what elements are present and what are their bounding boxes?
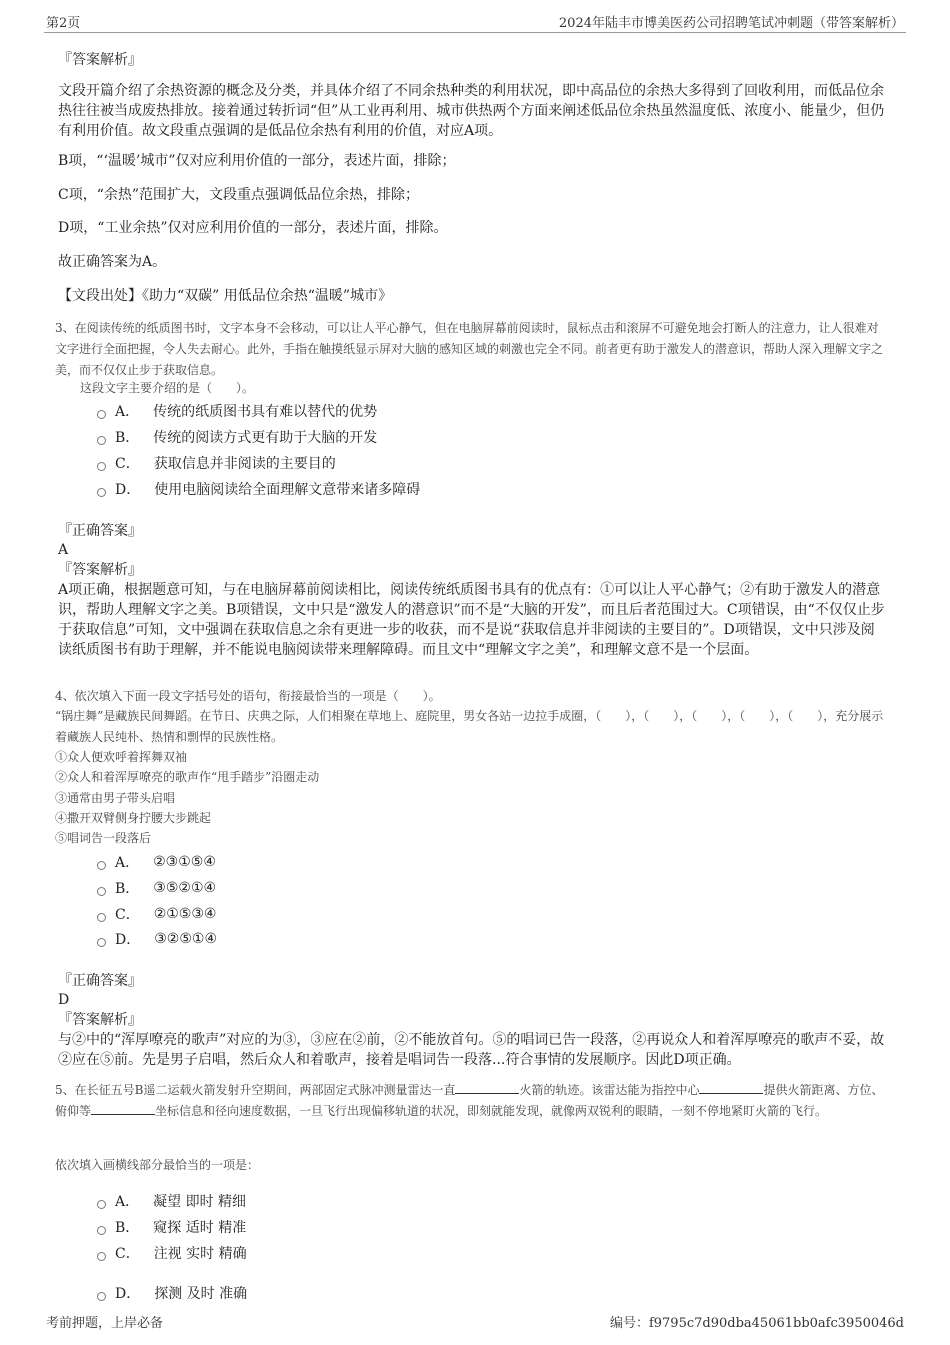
radio-icon[interactable] [97,861,106,870]
radio-icon[interactable] [97,1252,106,1261]
q3-analysis-heading: 『答案解析』 [58,562,142,578]
header-divider [44,32,906,33]
footer-document-id: 编号：f9795c7d90dba45061bb0afc3950046d [609,1316,904,1331]
q3-question: 这段文字主要介绍的是（ ）。 [80,381,255,395]
fill-blank-2[interactable] [699,1081,763,1094]
q4-item-3: ③通常由男子带头启唱 [55,791,176,805]
q4-item-1: ①众人便欢呼着挥舞双袖 [55,750,188,764]
footer-slogan: 考前押题，上岸必备 [46,1316,164,1331]
q3-option-b[interactable]: B． 传统的阅读方式更有助于大脑的开发 [97,427,377,447]
q5-option-b[interactable]: B． 窥探 适时 精准 [97,1217,246,1237]
radio-icon[interactable] [97,1226,106,1235]
q3-stem: 3、在阅读传统的纸质图书时，文字本身不会移动，可以让人平心静气，但在电脑屏幕前阅读时，鼠标点击和滚屏不可避免地会打断人的注意力，让人很难对文字进行全面把握，令人失去耐心。此外，手指在触摸纸显示屏对大脑的感知区域的刺激也完全不同。前者更有助于激发人的潜意识，帮助人深入理解文字之美，而不仅仅止步于获取信息。 [55,321,884,377]
q3-answer: A [58,542,69,558]
q2-conclusion: 故正确答案为A。 [58,254,167,270]
radio-icon[interactable] [97,488,106,497]
q4-analysis-heading: 『答案解析』 [58,1012,142,1028]
radio-icon[interactable] [97,1200,106,1209]
q4-answer: D [58,992,70,1008]
q2-source: 【文段出处】《助力“双碳” 用低品位余热“温暖”城市》 [58,288,393,304]
document-title: 2024年陆丰市博美医药公司招聘笔试冲刺题（带答案解析） [558,16,904,31]
q4-answer-heading: 『正确答案』 [58,973,142,989]
radio-icon[interactable] [97,913,106,922]
fill-blank-1[interactable] [455,1081,519,1094]
q5-stem: 5、在长征五号B遥二运载火箭发射升空期间，两部固定式脉冲测量雷达一直 火箭的轨迹。该雷达能为指控中心 提供火箭距离、方位、俯仰等 坐标信息和径向速度数据，一旦飞行出现偏移轨道的状况，即刻就能发现，就像两双锐利的眼睛，一刻不停地紧盯火箭的飞行。 [55,1083,884,1118]
radio-icon[interactable] [97,887,106,896]
q4-item-2: ②众人和着浑厚嘹亮的歌声作“甩手踏步”沿圈走动 [55,770,320,784]
radio-icon[interactable] [97,436,106,445]
q4-option-d[interactable]: D． ③②⑤①④ [97,929,217,949]
q5-option-a[interactable]: A． 凝望 即时 精细 [97,1191,246,1211]
q4-option-a[interactable]: A． ②③①⑤④ [97,852,216,872]
q2-analysis-c: C项，“余热”范围扩大，文段重点强调低品位余热，排除； [58,187,420,203]
radio-icon[interactable] [97,1292,106,1301]
q3-option-a[interactable]: A． 传统的纸质图书具有难以替代的优势 [97,401,377,421]
q3-answer-heading: 『正确答案』 [58,523,142,539]
q2-analysis-paragraph: 文段开篇介绍了余热资源的概念及分类，并具体介绍了不同余热种类的利用状况，即中高品位的余热大多得到了回收利用，而低品位余热往往被当成废热排放。接着通过转折词“但”从工业再利用、城市供热两个方面来阐述低品位余热虽然温度低、浓度小、能量少，但仍有利用价值。故文段重点强调的是低品位余热有利用的价值，对应A项。 [58,83,885,139]
radio-icon[interactable] [97,410,106,419]
page-number: 第2页 [46,16,81,31]
radio-icon[interactable] [97,462,106,471]
q5-question: 依次填入画横线部分最恰当的一项是： [55,1158,260,1172]
q3-option-d[interactable]: D． 使用电脑阅读给全面理解文意带来诸多障碍 [97,479,420,499]
q4-item-5: ⑤唱词告一段落后 [55,831,152,845]
q4-option-c[interactable]: C． ②①⑤③④ [97,904,216,924]
q4-analysis: 与②中的“浑厚嘹亮的歌声”对应的为③，③应在②前，②不能放首句。⑤的唱词已告一段落，②再说众人和着浑厚嘹亮的歌声不妥，故②应在⑤前。先是男子启唱，然后众人和着歌声，接着是唱词告一段落...符合事情的发展顺序。因此D项正确。 [58,1032,885,1068]
q2-analysis-b: B项，“‘温暖’城市”仅对应利用价值的一部分，表述片面，排除； [58,153,456,169]
q4-option-b[interactable]: B． ③⑤②①④ [97,878,216,898]
q3-option-c[interactable]: C． 获取信息并非阅读的主要目的 [97,453,336,473]
q5-option-c[interactable]: C． 注视 实时 精确 [97,1243,247,1263]
q4-stem: 4、依次填入下面一段文字括号处的语句，衔接最恰当的一项是（ ）。 [55,689,441,703]
q2-analysis-heading: 『答案解析』 [58,52,142,68]
q4-passage: “锅庄舞”是藏族民间舞蹈。在节日、庆典之际，人们相聚在草地上、庭院里，男女各站一边拉手成圈，（ ），（ ），（ ），（ ），（ ），充分展示着藏族人民纯朴、热情和剽悍的民族性格。 [55,709,884,744]
q2-analysis-d: D项，“工业余热”仅对应利用价值的一部分，表述片面，排除。 [58,220,448,236]
fill-blank-3[interactable] [91,1102,155,1115]
q4-item-4: ④撒开双臂侧身拧腰大步跳起 [55,811,212,825]
radio-icon[interactable] [97,938,106,947]
q5-option-d[interactable]: D． 探测 及时 准确 [97,1283,247,1303]
q3-analysis: A项正确，根据题意可知，与在电脑屏幕前阅读相比，阅读传统纸质图书具有的优点有：①可以让人平心静气；②有助于激发人的潜意识，帮助人理解文字之美。B项错误，文中只是“激发人的潜意识”而不是“大脑的开发”，而且后者范围过大。C项错误，由“不仅仅止步于获取信息”可知，文中强调在获取信息之余有更进一步的收获，而不是说“获取信息并非阅读的主要目的”。D项错误，文中只涉及阅读纸质图书有助于理解，并不能说电脑阅读带来理解障碍。而且文中“理解文字之美”，和理解文意不是一个层面。 [58,582,885,658]
